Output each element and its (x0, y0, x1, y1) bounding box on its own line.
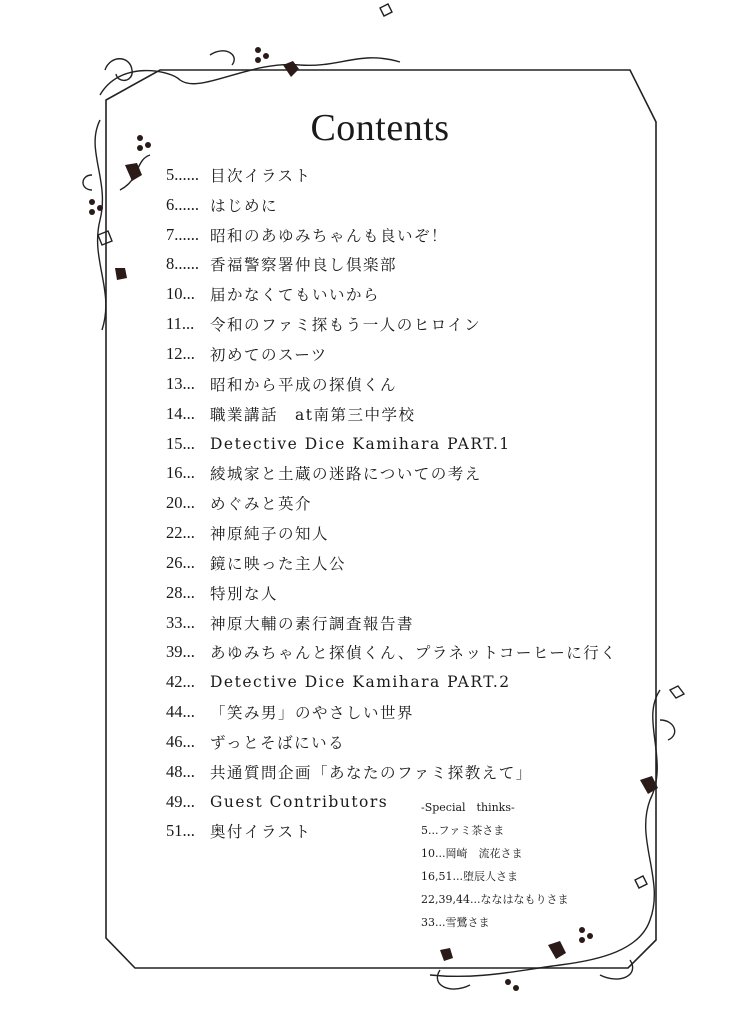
toc-page-number: 15... (166, 433, 195, 453)
special-thanks-line: 10...岡崎 流花さま (421, 847, 523, 860)
special-thanks (421, 796, 568, 934)
toc-entry (166, 697, 617, 727)
toc-entry-title: Detective Dice Kamihara PART.1 (210, 434, 511, 453)
toc-entry-title: 「笑み男」のやさしい世界 (210, 704, 415, 723)
toc-entry (166, 369, 617, 399)
toc-entry (166, 548, 617, 578)
toc-entry-title: 奥付イラスト (210, 823, 312, 842)
toc-page-number: 28... (166, 582, 195, 602)
toc-entry (166, 220, 617, 250)
toc-page-number: 13... (166, 373, 195, 393)
toc-entry-title: はじめに (210, 196, 279, 215)
toc-entry-title: 神原純子の知人 (210, 525, 330, 544)
page-title: Contents (310, 107, 450, 149)
special-thanks-line: 16,51...堕辰人さま (421, 870, 518, 883)
toc-entry-title: 綾城家と土蔵の迷路についての考え (210, 465, 482, 484)
toc-entry-title: Detective Dice Kamihara PART.2 (210, 673, 511, 692)
toc-page-number: 42... (166, 672, 195, 692)
toc-entry (166, 518, 617, 548)
toc-entry (166, 757, 617, 787)
toc-entry (166, 727, 617, 757)
toc-entry-title: 初めてのスーツ (210, 345, 328, 364)
toc-page-number: 48... (166, 761, 195, 781)
toc-page-number: 49... (166, 791, 195, 811)
toc-page-number: 11... (166, 314, 195, 334)
toc-page-number: 33... (166, 612, 195, 632)
toc-entry (166, 250, 617, 280)
toc-entry-title: 昭和から平成の探偵くん (210, 375, 398, 394)
special-thanks-line: 33...雪鷺さま (421, 916, 490, 929)
toc-entry-title: あゆみちゃんと探偵くん、プラネットコーヒーに行く (210, 644, 618, 663)
special-thanks-line: 22,39,44...ななはなもりさま (421, 893, 569, 906)
toc-entry-title: 昭和のあゆみちゃんも良いぞ！ (210, 226, 449, 245)
table-of-contents (166, 160, 617, 846)
toc-entry (166, 667, 617, 697)
toc-page-number: 5...... (166, 164, 199, 184)
toc-entry-title: 鏡に映った主人公 (210, 554, 347, 573)
toc-entry-title: 共通質問企画「あなたのファミ探教えて」 (210, 763, 533, 782)
toc-entry-title: 届かなくてもいいから (210, 286, 381, 305)
toc-page-number: 44... (166, 702, 195, 722)
toc-entry-title: 目次イラスト (210, 166, 312, 185)
toc-page-number: 10... (166, 284, 195, 304)
toc-entry-title: 職業講話 at南第三中学校 (210, 405, 416, 424)
toc-page-number: 12... (166, 343, 195, 363)
toc-entry (166, 399, 617, 429)
toc-page-number: 39... (166, 642, 195, 662)
toc-entry (166, 339, 617, 369)
toc-entry-title: ずっとそばにいる (210, 733, 346, 752)
toc-page-number: 26... (166, 552, 195, 572)
toc-entry (166, 488, 617, 518)
special-thanks-heading: -Special thinks- (421, 801, 515, 814)
toc-page-number: 8...... (166, 254, 199, 274)
toc-page-number: 6...... (166, 194, 199, 214)
toc-entry (166, 429, 617, 459)
toc-entry-title: 神原大輔の素行調査報告書 (210, 614, 415, 633)
toc-entry (166, 309, 617, 339)
toc-entry-title: めぐみと英介 (210, 495, 313, 514)
toc-entry-title: 香福警察署仲良し倶楽部 (210, 256, 398, 275)
special-thanks-line: 5...ファミ茶さま (421, 824, 505, 837)
toc-page-number: 46... (166, 731, 195, 751)
toc-page-number: 7...... (166, 224, 199, 244)
toc-entry (166, 608, 617, 638)
toc-entry-title: 特別な人 (210, 584, 279, 603)
toc-entry (166, 160, 617, 190)
toc-entry (166, 279, 617, 309)
toc-entry (166, 190, 617, 220)
toc-entry (166, 458, 617, 488)
toc-entry (166, 578, 617, 608)
toc-page-number: 14... (166, 403, 195, 423)
toc-entry-title: 令和のファミ探もう一人のヒロイン (210, 316, 482, 335)
toc-page-number: 16... (166, 463, 195, 483)
toc-page-number: 51... (166, 821, 195, 841)
toc-page-number: 20... (166, 493, 195, 513)
toc-page-number: 22... (166, 523, 195, 543)
toc-entry (166, 638, 617, 668)
toc-entry-title: Guest Contributors (210, 792, 389, 811)
